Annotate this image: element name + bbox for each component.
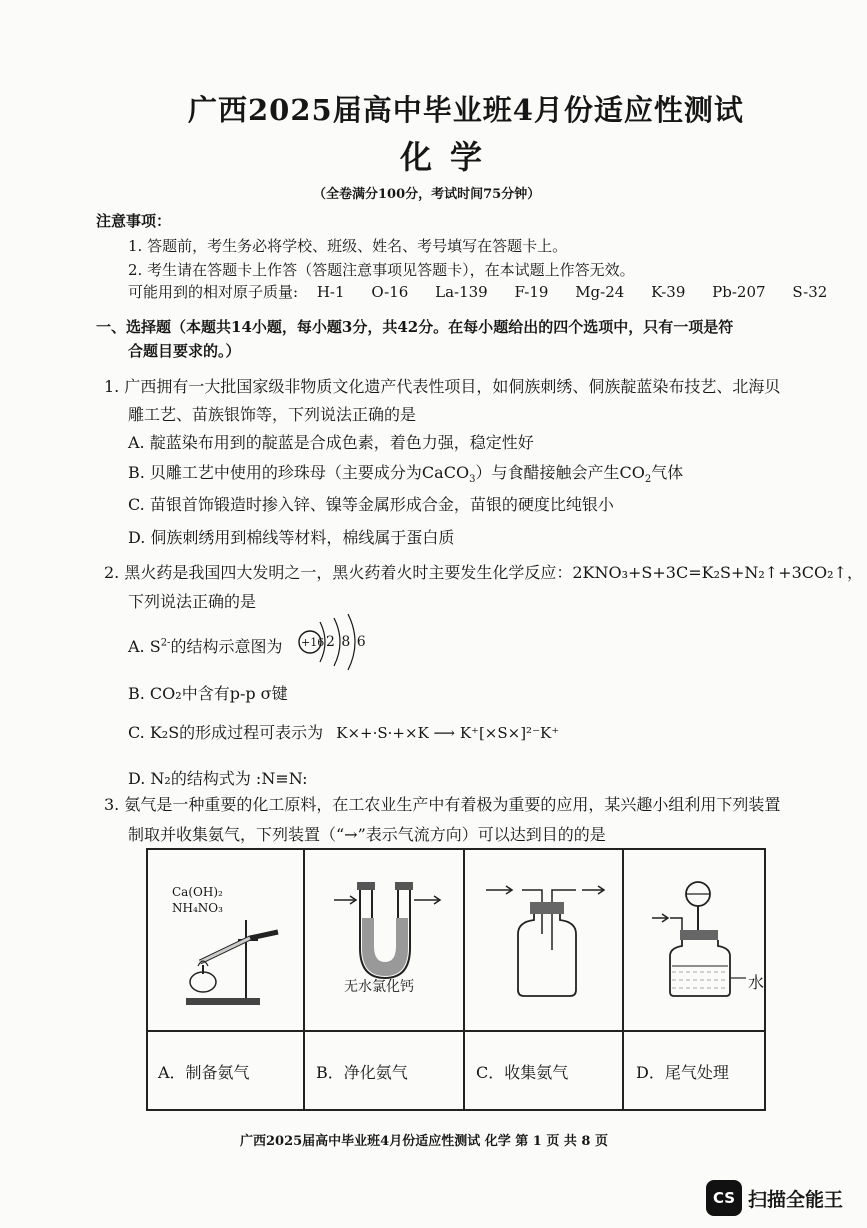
- q2-option-a: [128, 634, 282, 657]
- q3-stem-line2: 制取并收集氨气，下列装置（“→”表示气流方向）可以达到目的的是: [128, 825, 606, 844]
- page-footer: 广西2025届高中毕业班4月份适应性测试 化学 第 1 页 共 8 页: [240, 1134, 608, 1149]
- atomic-mass-f: F-19: [514, 283, 549, 301]
- q1-option-b-part1: B. 贝雕工艺中使用的珍珠母（主要成分为CaCO: [128, 463, 470, 482]
- heating-apparatus-icon: [178, 910, 288, 1010]
- table-divider: [303, 850, 305, 1109]
- q2-option-c-part1: C. K₂S的形成过程可表示为: [128, 723, 324, 742]
- atomic-mass-label: 可能用到的相对原子质量:: [128, 283, 299, 301]
- u-tube-drying-icon: [328, 878, 448, 988]
- subject-title: 化学: [400, 138, 501, 176]
- atomic-mass-o: O-16: [371, 283, 409, 301]
- q1-option-c: C. 苗银首饰锻造时掺入锌、镍等金属形成合金，苗银的硬度比纯银小: [128, 495, 614, 514]
- apparatus-a-label-1: Ca(OH)₂: [172, 885, 223, 899]
- notice-item-2: 2. 考生请在答题卡上作答（答题注意事项见答题卡），在本试题上作答无效。: [128, 261, 635, 279]
- watermark-text: 扫描全能王: [748, 1189, 844, 1211]
- atomic-mass-h: H-1: [316, 283, 345, 301]
- q1-option-b-sub2: 2: [644, 474, 652, 486]
- q1-option-b-part3: 气体: [651, 463, 684, 482]
- q3-option-b: B．净化氨气: [316, 1063, 408, 1082]
- q2-option-a-part1: A. S: [128, 637, 161, 656]
- table-divider: [463, 850, 465, 1109]
- q2-stem-line1: 2. 黑火药是我国四大发明之一，黑火药着火时主要发生化学反应：2KNO₃+S+3C=K₂S+N₂↑+3CO₂↑，: [104, 563, 863, 582]
- notice-item-1: 1. 答题前，考生务必将学校、班级、姓名、考号填写在答题卡上。: [128, 237, 568, 255]
- q1-option-d: D. 侗族刺绣用到棉线等材料，棉线属于蛋白质: [128, 528, 455, 547]
- gas-collection-bottle-icon: [482, 878, 612, 1003]
- atomic-mass-la: La-139: [435, 283, 488, 301]
- table-divider: [148, 1030, 764, 1032]
- q2-option-b: B. CO₂中含有p-p σ键: [128, 684, 288, 703]
- atomic-mass-pb: Pb-207: [712, 283, 766, 301]
- atomic-mass-s: S-32: [792, 283, 828, 301]
- apparatus-d-label: 水: [748, 973, 765, 992]
- q2-stem-line2: 下列说法正确的是: [128, 592, 257, 611]
- apparatus-a-label-2: NH₄NO₃: [172, 901, 223, 915]
- table-divider: [622, 850, 624, 1109]
- atomic-mass-row: [128, 281, 827, 302]
- q2-option-c: [128, 720, 559, 743]
- exam-title: 广西2025届高中毕业班4月份适应性测试: [188, 93, 744, 127]
- tail-gas-absorption-icon: [642, 870, 752, 1005]
- q1-option-b-part2: ）与食醋接触会产生CO: [475, 463, 645, 482]
- q1-option-a: A. 靛蓝染布用到的靛蓝是合成色素，着色力强，稳定性好: [128, 433, 534, 452]
- q3-option-c: C．收集氨气: [476, 1063, 569, 1082]
- q3-option-a: A．制备氨气: [158, 1063, 250, 1082]
- q3-stem-line1: 3. 氨气是一种重要的化工原料，在工农业生产中有着极为重要的应用，某兴趣小组利用下列装置: [104, 795, 781, 814]
- apparatus-b-label: 无水氯化钙: [344, 979, 414, 995]
- section-heading-line2: 合题目要求的。）: [128, 342, 241, 360]
- q1-stem-line1: 1. 广西拥有一大批国家级非物质文化遗产代表性项目，如侗族刺绣、侗族靛蓝染布技艺、北海贝: [104, 377, 781, 396]
- section-heading-line1: 一、选择题（本题共14小题，每小题3分，共42分。在每小题给出的四个选项中，只有一项是符: [96, 318, 734, 336]
- exam-info: （全卷满分100分，考试时间75分钟）: [313, 187, 541, 202]
- nucleus-charge: +16: [301, 636, 325, 649]
- q3-option-d: D．尾气处理: [636, 1063, 729, 1082]
- q1-stem-line2: 雕工艺、苗族银饰等，下列说法正确的是: [128, 405, 417, 424]
- q2-option-a-part2: 的结构示意图为: [170, 637, 283, 656]
- atomic-mass-k: K-39: [651, 283, 686, 301]
- q2-option-a-sup: 2-: [160, 637, 171, 649]
- q2-option-d: D. N₂的结构式为 :N≡N:: [128, 769, 308, 788]
- camscanner-logo-icon: CS: [706, 1180, 742, 1216]
- k2s-formation-formula: K×+·S·+×K ⟶ K⁺[×S×]²⁻K⁺: [336, 724, 560, 742]
- q1-option-b-sub1: 3: [469, 474, 476, 486]
- notice-heading: 注意事项：: [96, 212, 172, 230]
- atomic-mass-mg: Mg-24: [575, 283, 625, 301]
- q1-option-b: [128, 460, 683, 485]
- electron-shells: 2 8 6: [326, 634, 367, 650]
- apparatus-table: [146, 848, 766, 1111]
